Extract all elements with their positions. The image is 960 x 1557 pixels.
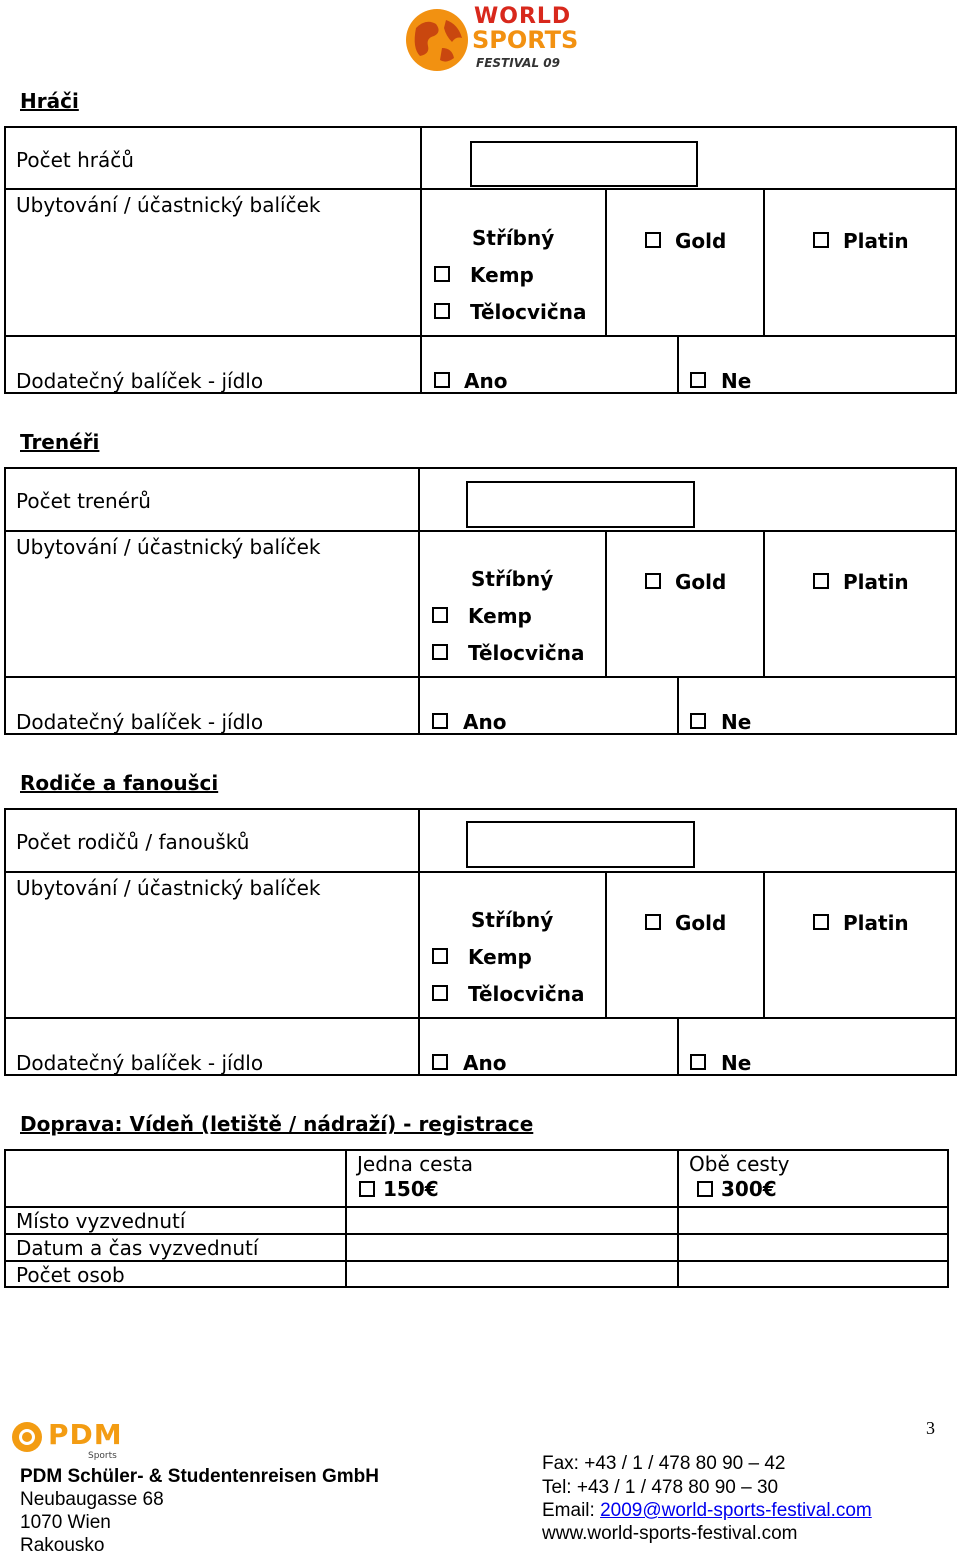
kemp-label: Kemp bbox=[470, 263, 534, 287]
count-input[interactable] bbox=[466, 821, 695, 868]
accommodation-label: Ubytování / účastnický balíček bbox=[16, 193, 321, 217]
gold-checkbox[interactable] bbox=[645, 232, 661, 248]
website[interactable]: www.world-sports-festival.com bbox=[542, 1523, 798, 1544]
accommodation-label: Ubytování / účastnický balíček bbox=[16, 876, 321, 900]
platin-label: Platin bbox=[843, 570, 909, 594]
food-no-label: Ne bbox=[721, 369, 752, 393]
section-title: Rodiče a fanoušci bbox=[20, 771, 219, 795]
food-label: Dodatečný balíček - jídlo bbox=[16, 1051, 264, 1075]
gym-label: Tělocvična bbox=[468, 982, 585, 1006]
kemp-checkbox[interactable] bbox=[432, 607, 448, 623]
count-input[interactable] bbox=[470, 141, 698, 187]
food-yes-label: Ano bbox=[464, 369, 508, 393]
gold-label: Gold bbox=[675, 570, 727, 594]
fax: Fax: +43 / 1 / 478 80 90 – 42 bbox=[542, 1453, 786, 1474]
gym-checkbox[interactable] bbox=[434, 303, 450, 319]
both-ways-price: 300€ bbox=[721, 1177, 777, 1201]
gym-checkbox[interactable] bbox=[432, 985, 448, 1001]
world-sports-festival-logo bbox=[402, 2, 579, 76]
pdm-sports-logo bbox=[10, 1418, 130, 1464]
count-input[interactable] bbox=[466, 481, 695, 528]
both-ways-checkbox[interactable] bbox=[697, 1181, 713, 1197]
email-link[interactable]: 2009@world-sports-festival.com bbox=[600, 1500, 872, 1521]
email-line bbox=[542, 1500, 872, 1522]
pickup-place-input[interactable] bbox=[347, 1208, 677, 1233]
kemp-checkbox[interactable] bbox=[434, 266, 450, 282]
logo-line-festival: FESTIVAL 09 bbox=[476, 56, 560, 70]
platin-label: Platin bbox=[843, 229, 909, 253]
accommodation-label: Ubytování / účastnický balíček bbox=[16, 535, 321, 559]
persons-count-label: Počet osob bbox=[16, 1263, 125, 1287]
tel: Tel: +43 / 1 / 478 80 90 – 30 bbox=[542, 1477, 779, 1498]
food-no-checkbox[interactable] bbox=[690, 1054, 706, 1070]
food-yes-label: Ano bbox=[463, 1051, 507, 1075]
food-label: Dodatečný balíček - jídlo bbox=[16, 710, 264, 734]
one-way-label: Jedna cesta bbox=[357, 1152, 474, 1176]
pdm-logo-sub: Sports bbox=[88, 1451, 117, 1461]
transport-title: Doprava: Vídeň (letiště / nádraží) - registrace bbox=[20, 1112, 534, 1136]
logo-line-sports: SPORTS bbox=[472, 26, 579, 54]
gold-label: Gold bbox=[675, 911, 727, 935]
gym-label: Tělocvična bbox=[470, 300, 587, 324]
kemp-label: Kemp bbox=[468, 604, 532, 628]
food-no-checkbox[interactable] bbox=[690, 713, 706, 729]
page-number: 3 bbox=[926, 1418, 935, 1438]
pickup-datetime-label: Datum a čas vyzvednutí bbox=[16, 1236, 259, 1260]
logo-line-world: WORLD bbox=[474, 4, 572, 29]
gold-label: Gold bbox=[675, 229, 727, 253]
count-label: Počet hráčů bbox=[16, 148, 134, 172]
food-label: Dodatečný balíček - jídlo bbox=[16, 369, 264, 393]
one-way-price: 150€ bbox=[383, 1177, 439, 1201]
food-yes-label: Ano bbox=[463, 710, 507, 734]
silver-package-label: Stříbný bbox=[471, 567, 554, 591]
both-ways-label: Obě cesty bbox=[689, 1152, 790, 1176]
persons-count-input[interactable] bbox=[347, 1262, 677, 1286]
pickup-place-label: Místo vyzvednutí bbox=[16, 1209, 186, 1233]
email-label: Email: bbox=[542, 1500, 601, 1521]
food-yes-checkbox[interactable] bbox=[432, 713, 448, 729]
platin-checkbox[interactable] bbox=[813, 914, 829, 930]
food-yes-checkbox[interactable] bbox=[434, 372, 450, 388]
sun-icon bbox=[10, 1420, 44, 1454]
platin-checkbox[interactable] bbox=[813, 573, 829, 589]
kemp-checkbox[interactable] bbox=[432, 948, 448, 964]
food-no-label: Ne bbox=[721, 1051, 752, 1075]
section-title: Hráči bbox=[20, 89, 79, 113]
food-no-checkbox[interactable] bbox=[690, 372, 706, 388]
platin-checkbox[interactable] bbox=[813, 232, 829, 248]
globe-icon bbox=[402, 4, 472, 74]
food-no-label: Ne bbox=[721, 710, 752, 734]
one-way-checkbox[interactable] bbox=[359, 1181, 375, 1197]
count-label: Počet rodičů / fanoušků bbox=[16, 830, 250, 854]
pickup-datetime-input[interactable] bbox=[347, 1235, 677, 1260]
company-name: PDM Schüler- & Studentenreisen GmbH bbox=[20, 1466, 379, 1487]
silver-package-label: Stříbný bbox=[472, 226, 555, 250]
kemp-label: Kemp bbox=[468, 945, 532, 969]
platin-label: Platin bbox=[843, 911, 909, 935]
gym-label: Tělocvična bbox=[468, 641, 585, 665]
pdm-logo-text: PDM bbox=[48, 1418, 123, 1451]
gold-checkbox[interactable] bbox=[645, 573, 661, 589]
food-yes-checkbox[interactable] bbox=[432, 1054, 448, 1070]
street: Neubaugasse 68 bbox=[20, 1489, 164, 1510]
count-label: Počet trenérů bbox=[16, 489, 151, 513]
section-title: Trenéři bbox=[20, 430, 100, 454]
gym-checkbox[interactable] bbox=[432, 644, 448, 660]
gold-checkbox[interactable] bbox=[645, 914, 661, 930]
silver-package-label: Stříbný bbox=[471, 908, 554, 932]
country: Rakousko bbox=[20, 1535, 105, 1556]
city: 1070 Wien bbox=[20, 1512, 111, 1533]
